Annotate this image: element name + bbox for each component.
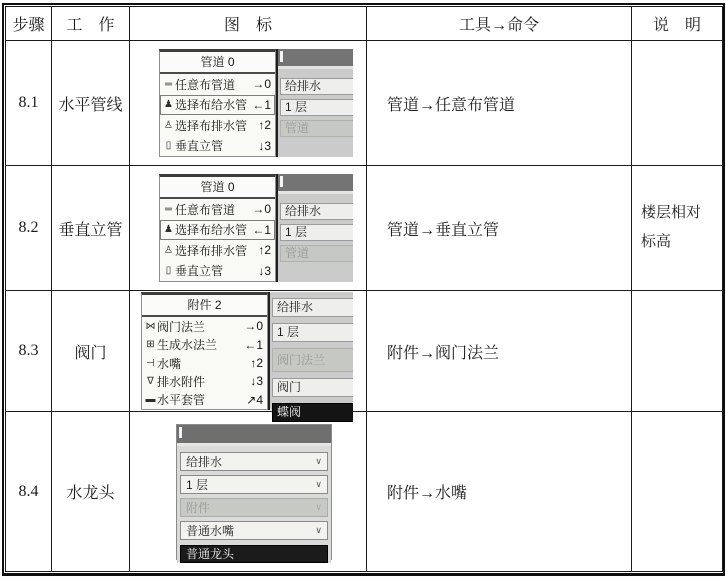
menu-shortcut: ←1	[252, 97, 271, 112]
header-row	[6, 7, 723, 41]
menu-shortcut: ↑2	[250, 356, 263, 371]
menu-item-drain-pipe[interactable]	[160, 240, 275, 261]
chevron-down-icon: ∨	[315, 455, 322, 466]
menu-item-label: 生成水法兰	[157, 338, 218, 353]
water-supply-pipe-icon: ♟	[164, 224, 173, 236]
work-cell: 阀门	[52, 291, 130, 412]
steps-table	[5, 6, 723, 572]
col-header-work: 工 作	[52, 7, 130, 41]
pipe-side-panel	[276, 174, 353, 282]
dropdown-value: 普通水嘴	[186, 523, 235, 538]
pipe-horizontal-icon: ═	[164, 203, 173, 215]
menu-shortcut: →0	[252, 77, 271, 92]
vertical-pipe-icon: ▯	[165, 265, 172, 277]
titlebar-grip-icon	[179, 427, 182, 438]
note-cell	[632, 412, 723, 572]
menu-shortcut: ↑2	[258, 118, 271, 133]
menu-item-label: 垂直立管	[175, 264, 224, 279]
chevron-down-icon: ∨	[315, 501, 322, 512]
table-row-8-2	[6, 166, 723, 291]
menu-item-label: 选择布排水管	[175, 118, 248, 133]
menu-item-label: 水平套管	[157, 393, 206, 408]
menu-shortcut: ←1	[244, 337, 263, 352]
menu-item-label: 水嘴	[157, 356, 182, 371]
panel-item-floor[interactable]: 1 层	[280, 224, 353, 241]
menu-item-label: 排水附件	[157, 374, 206, 389]
screenshot-pipe-menu	[159, 49, 353, 157]
drain-pipe-icon: ♙	[164, 244, 173, 256]
titlebar-grip-icon	[280, 176, 283, 187]
horizontal-sleeve-icon: ▬	[145, 394, 156, 406]
attachment-menu-title: 附件 2	[142, 295, 267, 317]
menu-shortcut: ←1	[252, 222, 271, 237]
chevron-down-icon: ∨	[315, 524, 322, 535]
col-header-note: 说 明	[632, 7, 723, 41]
panel-item-floor[interactable]: 1 层	[272, 323, 353, 342]
panel-titlebar[interactable]	[278, 174, 353, 194]
screenshot-attachment-menu	[141, 292, 353, 419]
note-cell	[632, 291, 723, 412]
panel-item-category[interactable]: 管道	[280, 245, 353, 262]
attachment-side-panel	[268, 292, 353, 419]
menu-shortcut: ↓3	[258, 138, 271, 153]
titlebar-grip-icon	[280, 51, 283, 62]
screenshot-faucet-panel	[176, 424, 332, 560]
menu-item-any-pipe[interactable]	[160, 74, 275, 95]
menu-shortcut: →0	[252, 202, 271, 217]
work-cell: 水龙头	[52, 412, 130, 572]
drain-fitting-icon: ∇	[147, 375, 154, 387]
table-row-8-4	[6, 412, 723, 572]
menu-item-drain-fitting[interactable]	[142, 372, 267, 390]
chevron-down-icon: ∨	[315, 478, 322, 489]
menu-item-water-flange[interactable]	[142, 335, 267, 353]
menu-item-drain-pipe[interactable]	[160, 115, 275, 136]
command-cell: 附件→阀门法兰	[367, 291, 632, 412]
menu-shortcut: ↑2	[258, 243, 271, 258]
menu-item-label: 垂直立管	[175, 139, 224, 154]
icon-cell	[130, 41, 367, 166]
faucet-icon: ⊣	[146, 357, 155, 369]
pipe-popup-menu	[159, 49, 276, 157]
menu-shortcut: →0	[244, 319, 263, 334]
menu-item-label: 阀门法兰	[157, 319, 206, 334]
water-flange-icon: ⊞	[146, 339, 155, 351]
pipe-popup-menu	[159, 174, 276, 282]
valve-flange-icon: ⋈	[145, 320, 156, 332]
pipe-horizontal-icon: ═	[164, 78, 173, 90]
table-row-8-3	[6, 291, 723, 412]
panel-item-type[interactable]: 阀门	[272, 378, 353, 397]
menu-item-label: 任意布管道	[175, 77, 236, 92]
work-cell: 水平管线	[52, 41, 130, 166]
screenshot-pipe-menu	[159, 174, 353, 282]
step-cell: 8.2	[6, 166, 52, 291]
menu-item-faucet[interactable]	[142, 354, 267, 372]
icon-cell	[130, 166, 367, 291]
step-cell: 8.1	[6, 41, 52, 166]
system-dropdown[interactable]	[180, 452, 328, 471]
water-supply-pipe-icon: ♟	[164, 99, 173, 111]
menu-shortcut: ↗4	[246, 392, 263, 407]
panel-item-floor[interactable]: 1 层	[280, 99, 353, 116]
table-row-8-1	[6, 41, 723, 166]
steps-table-border	[2, 3, 725, 576]
icon-cell	[130, 412, 367, 572]
menu-item-supply-pipe[interactable]	[160, 95, 275, 116]
menu-shortcut: ↓3	[250, 374, 263, 389]
panel-item-selected[interactable]: 蝶阀	[272, 403, 353, 422]
menu-item-label: 选择布排水管	[175, 243, 248, 258]
command-cell: 管道→垂直立管	[367, 166, 632, 291]
floor-dropdown[interactable]	[180, 475, 328, 494]
menu-item-any-pipe[interactable]	[160, 199, 275, 220]
panel-item-system[interactable]: 给排水	[280, 203, 353, 220]
dropdown-value: 1 层	[186, 477, 209, 492]
pipe-menu-title: 管道 0	[160, 52, 275, 74]
note-cell: 楼层相对标高	[632, 166, 723, 291]
drain-pipe-icon: ♙	[164, 119, 173, 131]
dropdown-value: 附件	[186, 500, 211, 515]
panel-item-system[interactable]: 给排水	[272, 298, 353, 317]
menu-item-label: 选择布给水管	[175, 98, 248, 113]
menu-shortcut: ↓3	[258, 263, 271, 278]
command-cell: 管道→任意布管道	[367, 41, 632, 166]
menu-item-label: 任意布管道	[175, 202, 236, 217]
menu-item-label: 选择布给水管	[175, 223, 248, 238]
type-dropdown[interactable]	[180, 521, 328, 540]
menu-item-vertical-pipe[interactable]	[160, 136, 275, 157]
menu-item-supply-pipe[interactable]	[160, 220, 275, 241]
menu-item-valve-flange[interactable]	[142, 317, 267, 335]
vertical-pipe-icon: ▯	[165, 140, 172, 152]
pipe-side-panel	[276, 49, 353, 157]
step-cell: 8.3	[6, 291, 52, 412]
dropdown-value: 给排水	[186, 454, 223, 469]
command-cell: 附件→水嘴	[367, 412, 632, 572]
icon-cell	[130, 291, 367, 419]
col-header-icon: 图 标	[130, 7, 367, 41]
col-header-command: 工具→命令	[367, 7, 632, 41]
selected-list-item[interactable]: 普通龙头	[180, 545, 328, 563]
menu-item-horizontal-sleeve[interactable]	[142, 391, 267, 409]
note-cell	[632, 41, 723, 166]
panel-titlebar[interactable]	[278, 49, 353, 69]
panel-titlebar[interactable]	[177, 425, 331, 446]
panel-item-system[interactable]: 给排水	[280, 78, 353, 95]
panel-item-category[interactable]: 阀门法兰	[272, 348, 353, 372]
faucet-panel-body	[177, 446, 331, 563]
col-header-step: 步骤	[6, 7, 52, 41]
panel-item-category[interactable]: 管道	[280, 120, 353, 137]
step-cell: 8.4	[6, 412, 52, 572]
menu-item-vertical-pipe[interactable]	[160, 261, 275, 282]
attachment-popup-menu	[141, 292, 268, 410]
category-dropdown[interactable]	[180, 498, 328, 517]
pipe-menu-title: 管道 0	[160, 177, 275, 199]
work-cell: 垂直立管	[52, 166, 130, 291]
